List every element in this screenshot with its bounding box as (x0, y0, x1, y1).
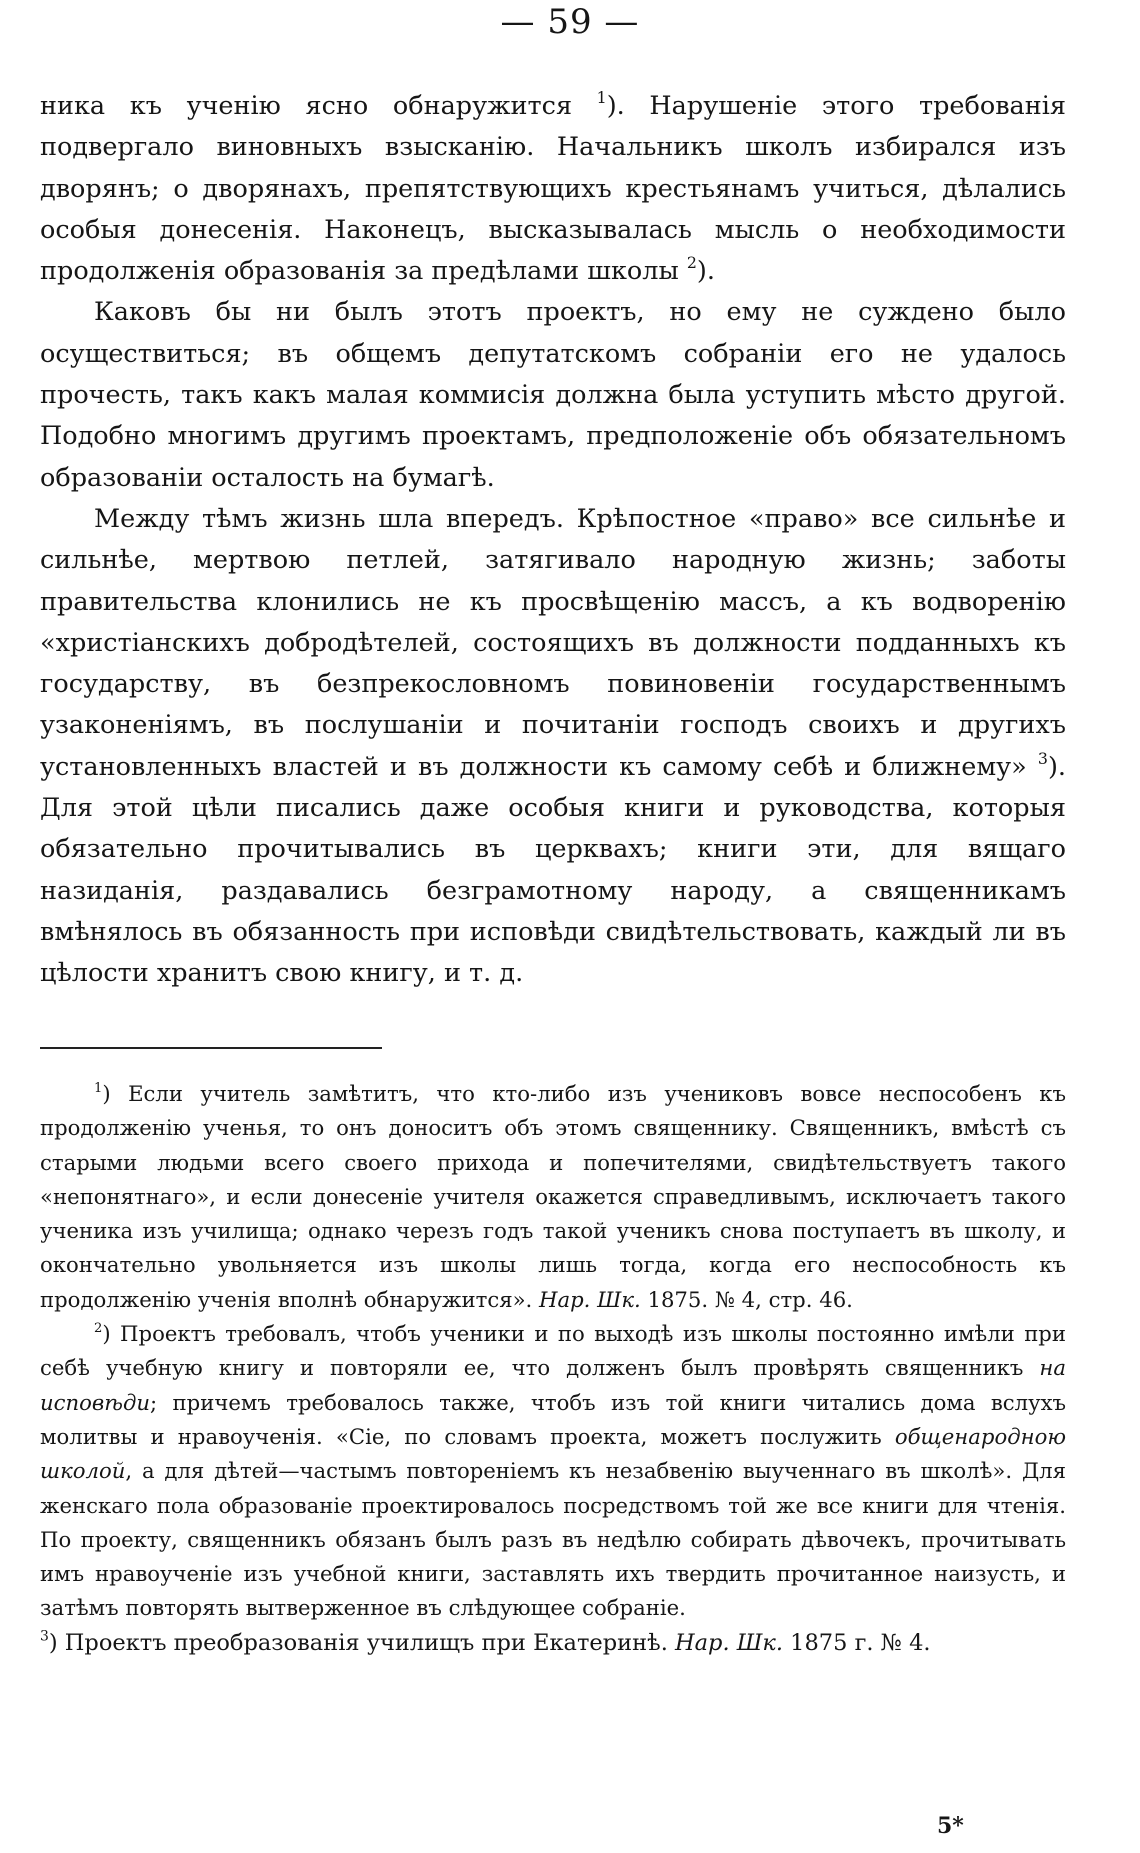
footnote-2-emphasis-2: общенародною школой (40, 1423, 1066, 1484)
footnote-ref-2: 2 (686, 253, 697, 273)
footnote-ref-3: 3 (1037, 748, 1048, 768)
paragraph-1-text-c: ). (696, 256, 715, 287)
paragraph-3-text-b: ). Для этой цѣли писались даже особыя книги и руководства, которыя обязательно прочитывались въ церквахъ; книги эти, для вящаго назиданія, раздавались безграмотному народу, а священникамъ вмѣнялось въ обязанность при исповѣди свидѣтельствовать, каждый ли въ цѣлости хранитъ свою книгу, и т. д. (40, 751, 1066, 989)
footnote-1-marker: 1 (94, 1080, 103, 1096)
signature-mark: 5* (937, 1813, 964, 1839)
footnote-divider (40, 1047, 382, 1049)
paragraph-2: Каковъ бы ни былъ этотъ проектъ, но ему не суждено было осуществиться; въ общемъ депутатскомъ собраніи его не удалось прочесть, такъ какъ малая коммисія должна была уступить мѣсто другой. Подобно многимъ другимъ проектамъ, предположеніе объ обязательномъ образованіи осталость на бумагѣ. (40, 297, 1066, 493)
footnotes (40, 1077, 1066, 1660)
paragraph-1-text-a: ника къ ученію ясно обнаружится (40, 91, 597, 121)
paragraph-3 (40, 499, 1066, 995)
footnote-3 (40, 1626, 1066, 1660)
footnote-2 (40, 1317, 1066, 1626)
footnote-3-marker: 3 (40, 1628, 49, 1644)
footnote-2-text-a: ) Проектъ требовалъ, чтобъ ученики и по выходѣ изъ школы постоянно имѣли при себѣ учебную книгу и повторяли ее, что долженъ былъ провѣрять священникъ (40, 1321, 1066, 1381)
footnote-2-text-b: ; причемъ требовалось также, чтобъ изъ той книги читались дома вслухъ молитвы и нравоученія. «Сіе, по словамъ проекта, можетъ послужить (40, 1389, 1066, 1449)
footnote-1 (40, 1077, 1066, 1317)
footnote-2-marker: 2 (94, 1320, 103, 1336)
main-text (40, 86, 1066, 995)
footnote-3-source: Нар. Шк. (675, 1629, 784, 1656)
footnote-ref-1: 1 (596, 87, 607, 107)
footnote-3-text-b: 1875 г. № 4. (783, 1629, 931, 1656)
footnote-1-text-b: 1875. № 4, стр. 46. (640, 1286, 853, 1312)
paragraph-1 (40, 86, 1066, 292)
paragraph-3-text-a: Между тѣмъ жизнь шла впередъ. Крѣпостное «право» все сильнѣе и сильнѣе, мертвою петлей, затягивало народную жизнь; заботы правительства клонились не къ просвѣщенію массъ, а къ водворенію «христіанскихъ добродѣтелей, состоящихъ въ должности подданныхъ къ государству, въ безпрекословномъ повиновеніи государственнымъ узаконеніямъ, въ послушаніи и почитаніи господъ своихъ и другихъ установленныхъ властей и въ должности къ самому себѣ и ближнему» (40, 503, 1066, 782)
page-number: — 59 — (500, 2, 640, 42)
footnote-2-text-c: , а для дѣтей—частымъ повтореніемъ къ незабвенію выученнаго въ школѣ». Для женскаго пола образованіе проектировалось посредствомъ той же все книги для чтенія. По проекту, священникъ обязанъ былъ разъ въ недѣлю собирать дѣвочекъ, прочитывать имъ нравоученіе изъ учебной книги, заставлять ихъ твердить прочитанное наизусть, и затѣмъ повторять вытверженное въ слѣдующее собраніе. (40, 1458, 1066, 1621)
paragraph-1-text-b: ). Нарушеніе этого требованія подвергало виновныхъ взысканію. Начальникъ школъ избирался изъ дворянъ; о дворянахъ, препятствующихъ крестьянамъ учиться, дѣлались особыя донесенія. Наконецъ, высказывалась мысль о необходимости продолженія образованія за предѣлами школы (40, 91, 1066, 287)
footnote-1-text-a: ) Если учитель замѣтитъ, что кто-либо изъ учениковъ вовсе неспособенъ къ продолженію ученья, то онъ доноситъ объ этомъ священнику. Священникъ, вмѣстѣ съ старыми людьми всего своего прихода и попечителями, свидѣтельствуетъ такого «непонятнаго», и если донесеніе учителя окажется справедливымъ, исключаетъ такого ученика изъ училища; однако черезъ годъ такой ученикъ снова поступаетъ въ школу, и окончательно увольняется изъ школы лишь тогда, когда его неспособность къ продолженію ученія вполнѣ обнаружится». (40, 1081, 1066, 1312)
footnote-3-text-a: ) Проектъ преобразованія училищъ при Екатеринѣ. (48, 1629, 675, 1656)
footnote-1-source: Нар. Шк. (539, 1286, 641, 1312)
footnote-2-emphasis-1: на исповѣди (40, 1355, 1066, 1415)
